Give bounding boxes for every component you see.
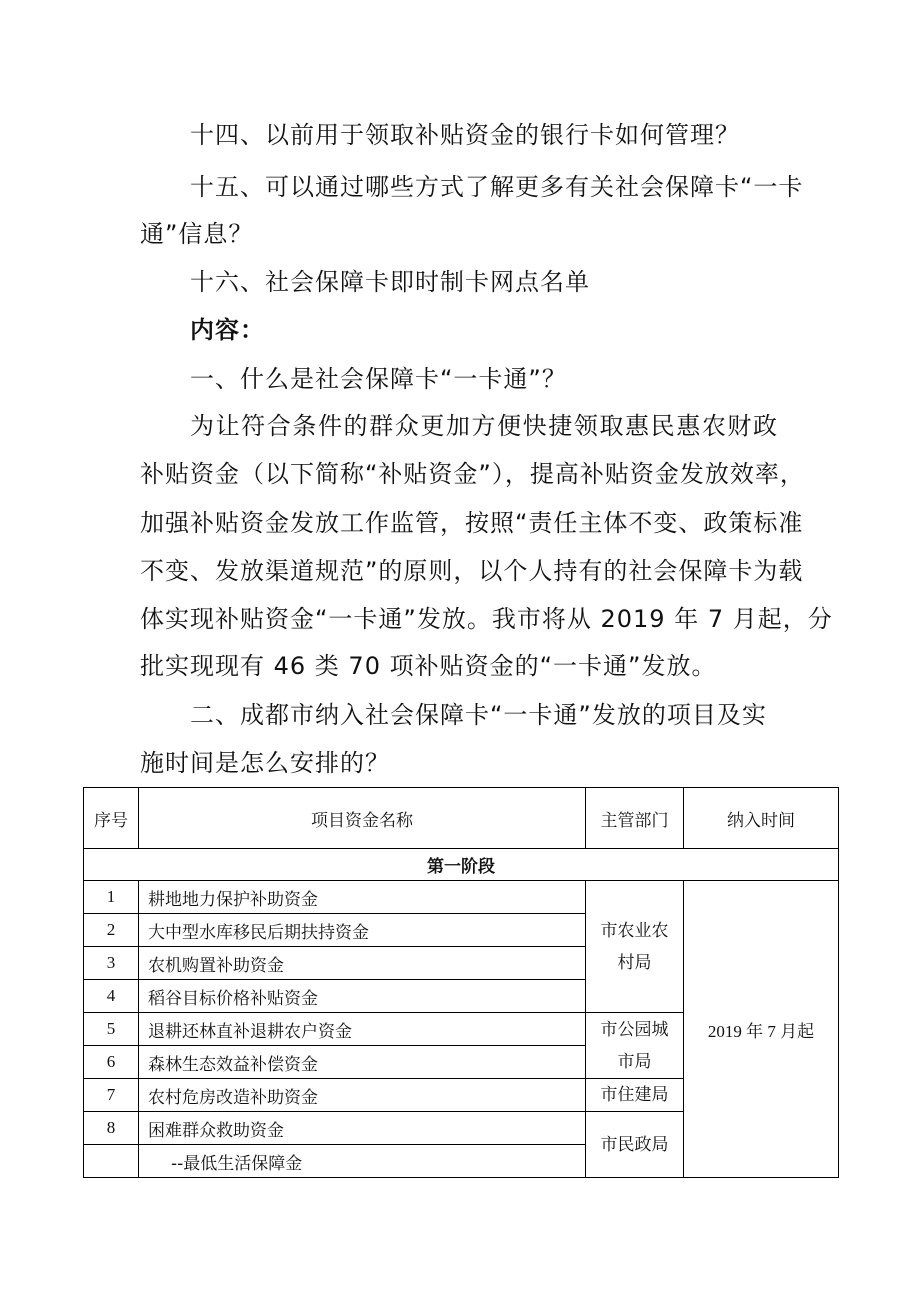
content-heading: 内容： xyxy=(190,316,265,344)
row-seq: 2 xyxy=(84,914,139,947)
header-dept: 主管部门 xyxy=(586,788,684,849)
row-name: 困难群众救助资金 xyxy=(139,1112,586,1145)
row-seq: 4 xyxy=(84,980,139,1013)
section2-title-line1: 二、成都市纳入社会保障卡“一卡通”发放的项目及实 xyxy=(190,701,767,729)
toc-item-15-line2: 通”信息？ xyxy=(140,220,254,248)
section1-para-line: 体实现补贴资金“一卡通”发放。我市将从 2019 年 7 月起，分 xyxy=(140,605,833,633)
row-name: --最低生活保障金 xyxy=(139,1145,586,1178)
section1-para-line: 补贴资金（以下简称“补贴资金”），提高补贴资金发放效率， xyxy=(140,460,805,488)
row-seq: 1 xyxy=(84,881,139,914)
toc-item-16: 十六、社会保障卡即时制卡网点名单 xyxy=(190,268,590,296)
dept-agriculture-line1: 市农业农 xyxy=(600,920,669,941)
section1-para-line: 不变、发放渠道规范”的原则，以个人持有的社会保障卡为载 xyxy=(140,557,804,585)
dept-housing: 市住建局 xyxy=(586,1079,684,1112)
row-seq: 7 xyxy=(84,1079,139,1112)
row-name: 农村危房改造补助资金 xyxy=(139,1079,586,1112)
header-time: 纳入时间 xyxy=(684,788,839,849)
row-seq: 8 xyxy=(84,1112,139,1145)
dept-parks-line2: 市局 xyxy=(617,1051,652,1072)
section1-para-line: 批实现现有 46 类 70 项补贴资金的“一卡通”发放。 xyxy=(140,652,717,680)
stage-label: 第一阶段 xyxy=(84,849,839,881)
dept-agriculture-line2: 村局 xyxy=(617,952,652,973)
row-name: 耕地地力保护补助资金 xyxy=(139,881,586,914)
dept-civil-affairs: 市民政局 xyxy=(586,1112,684,1178)
section1-para-line: 为让符合条件的群众更加方便快捷领取惠民惠农财政 xyxy=(190,412,778,440)
stage-row xyxy=(84,849,839,881)
table-header-row xyxy=(84,788,839,849)
toc-item-14: 十四、以前用于领取补贴资金的银行卡如何管理？ xyxy=(190,121,740,149)
row-seq xyxy=(84,1145,139,1178)
dept-parks-line1: 市公园城 xyxy=(600,1019,669,1040)
row-name: 森林生态效益补偿资金 xyxy=(139,1046,586,1079)
row-name: 农机购置补助资金 xyxy=(139,947,586,980)
row-name: 大中型水库移民后期扶持资金 xyxy=(139,914,586,947)
row-seq: 5 xyxy=(84,1013,139,1046)
table-row xyxy=(84,881,839,914)
row-seq: 3 xyxy=(84,947,139,980)
header-name: 项目资金名称 xyxy=(139,788,586,849)
dept-agriculture xyxy=(586,881,684,1013)
section1-title: 一、什么是社会保障卡“一卡通”？ xyxy=(190,365,567,393)
header-seq: 序号 xyxy=(84,788,139,849)
section1-para-line: 加强补贴资金发放工作监管，按照“责任主体不变、政策标准 xyxy=(140,509,804,537)
dept-parks xyxy=(586,1013,684,1079)
project-table xyxy=(83,787,839,1178)
row-name: 退耕还林直补退耕农户资金 xyxy=(139,1013,586,1046)
toc-item-15-line1: 十五、可以通过哪些方式了解更多有关社会保障卡“一卡 xyxy=(190,173,804,201)
row-name: 稻谷目标价格补贴资金 xyxy=(139,980,586,1013)
row-seq: 6 xyxy=(84,1046,139,1079)
time-value: 2019 年 7 月起 xyxy=(684,881,839,1178)
section2-title-line2: 施时间是怎么安排的？ xyxy=(140,749,390,777)
